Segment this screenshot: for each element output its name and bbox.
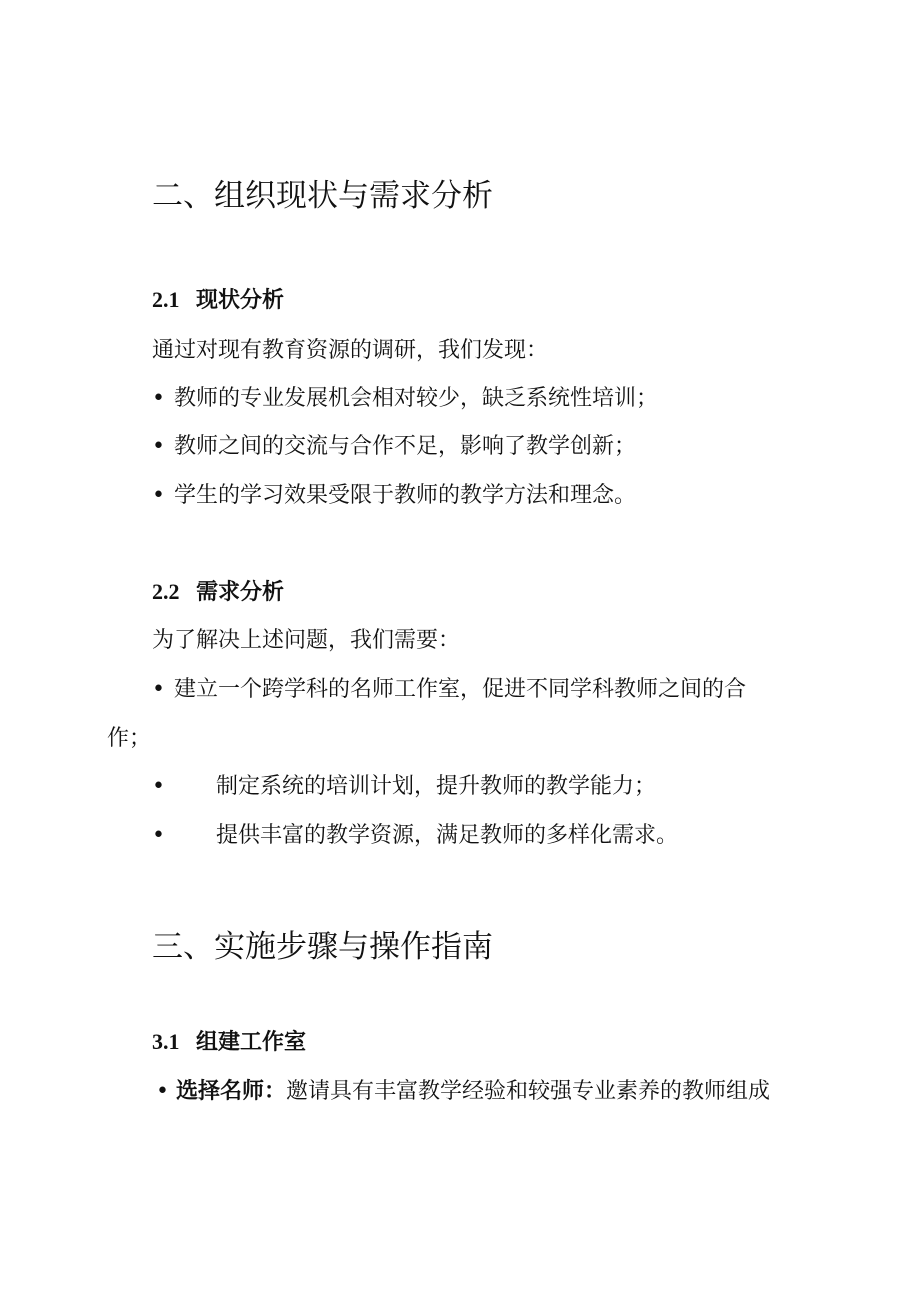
section-2-heading: 二、组织现状与需求分析 [152,178,493,214]
section-3-heading: 三、实施步骤与操作指南 [152,929,493,965]
subsection-3-1-title: 组建工作室 [196,1029,307,1054]
subsection-3-1-number: 3.1 [152,1029,180,1054]
subsection-2-1-intro: 通过对现有教育资源的调研，我们发现： [152,338,549,363]
subsection-2-2-heading [152,575,284,606]
subsection-2-2-number: 2.2 [152,579,180,604]
bullet-icon: • [152,774,165,799]
bullet-icon: • [152,434,165,459]
bullet-icon: • [152,823,165,848]
subsection-3-1-heading [152,1025,306,1056]
subsection-2-1-heading [152,283,284,314]
list-item-text: 建立一个跨学科的名师工作室，促进不同学科教师之间的合 [174,677,747,702]
list-item-text: 教师之间的交流与合作不足，影响了教学创新； [174,434,637,459]
list-item-label: 选择名师： [176,1078,287,1104]
bullet-icon: • [152,483,165,508]
subsection-2-2-title: 需求分析 [196,579,285,604]
list-item [152,818,678,849]
list-item [152,429,636,460]
list-item-continuation: 作； [107,726,152,751]
list-item-text: 邀请具有丰富教学经验和较强专业素养的教师组成 [286,1079,771,1104]
list-item [152,769,656,800]
subsection-2-1-number: 2.1 [152,287,180,312]
list-item [152,672,746,703]
list-item-text: 提供丰富的教学资源，满足教师的多样化需求。 [216,823,679,848]
bullet-icon: • [152,386,165,411]
list-item-text: 教师的专业发展机会相对较少，缺乏系统性培训； [174,386,659,411]
list-item-text: 制定系统的培训计划，提升教师的教学能力； [216,774,657,799]
bullet-icon: • [152,677,165,702]
subsection-2-1-title: 现状分析 [196,287,285,312]
subsection-2-2-intro: 为了解决上述问题，我们需要： [152,628,461,653]
list-item-text: 学生的学习效果受限于教师的教学方法和理念。 [174,483,637,508]
list-item [152,478,636,509]
bullet-icon: • [156,1079,169,1104]
list-item [156,1074,770,1105]
list-item [152,381,658,412]
